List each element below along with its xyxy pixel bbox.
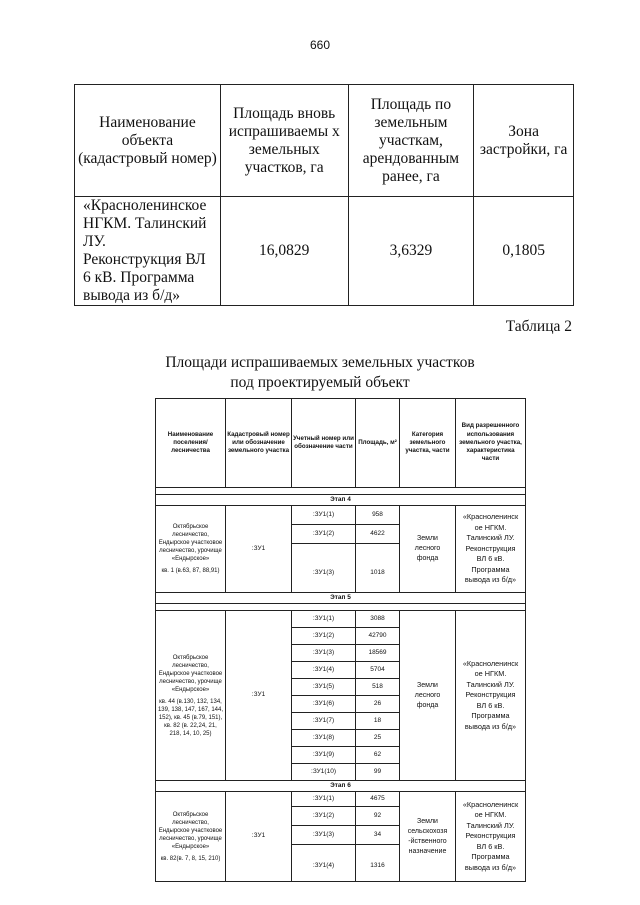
page-number: 660 — [309, 38, 331, 52]
summary-table — [74, 84, 574, 306]
table-row-part: :ЗУ1(8) — [292, 730, 356, 747]
table-row-area: 34 — [356, 826, 400, 845]
table-row-part: :ЗУ1(1) — [292, 792, 356, 807]
table-row-part: :ЗУ1(2) — [292, 628, 356, 645]
table-row-area: 1018 — [356, 544, 400, 593]
summary-header-new-area: Площадь вновь испрашиваемы х земельных участков, га — [220, 85, 348, 197]
header-part: Учетный номер или обозначение части — [292, 399, 356, 488]
stage-6-row — [156, 781, 526, 792]
table-row-part: :ЗУ1(6) — [292, 696, 356, 713]
stage-4-settlement: Октябрьское лесничество, Ендырское участковое лесничество, урочище «Ендырское» кв. 1 (в.63, 87, 88,91) — [156, 506, 226, 593]
summary-header-object: Наименование объекта (кадастровый номер) — [75, 85, 221, 197]
table-row-part: :ЗУ1(4) — [292, 845, 356, 882]
header-area: Площадь, м² — [356, 399, 400, 488]
table-row-area: 3088 — [356, 611, 400, 628]
stage-5-use: «Красноленинск ое НГКМ. Талинский ЛУ. Реконструкция ВЛ 6 кВ. Программа вывода из б/д» — [456, 611, 526, 781]
stage-4-label: Этап 4 — [156, 495, 526, 506]
table-row-area: 18569 — [356, 645, 400, 662]
table-row-part: :ЗУ1(10) — [292, 764, 356, 781]
table-row-area: 1316 — [356, 845, 400, 882]
summary-header-row — [75, 85, 574, 197]
summary-leased-area: 3,6329 — [348, 197, 474, 306]
summary-row — [75, 197, 574, 306]
table-row-part: :ЗУ1(3) — [292, 826, 356, 845]
table-title: Площади испрашиваемых земельных участков под проектируемый объект — [165, 354, 475, 391]
stage-6-settlement: Октябрьское лесничество, Ендырское участковое лесничество, урочище «Ендырское» кв. 82(в. 7, 8, 15, 210) — [156, 792, 226, 882]
table-row-area: 99 — [356, 764, 400, 781]
summary-new-area: 16,0829 — [220, 197, 348, 306]
stage-6-category: Земли сельскохозя -йственного назначение — [400, 792, 456, 882]
header-cadastral: Кадастровый номер или обозначение земельного участка — [226, 399, 292, 488]
table-row-area: 518 — [356, 679, 400, 696]
table-row-area: 42790 — [356, 628, 400, 645]
stage-4-row — [156, 495, 526, 506]
table-row-part: :ЗУ1(9) — [292, 747, 356, 764]
header-use: Вид разрешенного использования земельного участка, характеристика части — [456, 399, 526, 488]
table-row-part: :ЗУ1(2) — [292, 807, 356, 826]
header-settlement: Наименование поселения/ лесничества — [156, 399, 226, 488]
table-row-part: :ЗУ1(2) — [292, 525, 356, 544]
stage-5-category: Земли лесного фонда — [400, 611, 456, 781]
stage-4-cadastral: :ЗУ1 — [226, 506, 292, 593]
stage-4-use: «Красноленинск ое НГКМ. Талинский ЛУ. Реконструкция ВЛ 6 кВ. Программа вывода из б/д» — [456, 506, 526, 593]
table-row-part: :ЗУ1(4) — [292, 662, 356, 679]
table-row-area: 958 — [356, 506, 400, 525]
table-row-area: 25 — [356, 730, 400, 747]
plots-table — [155, 398, 526, 882]
table-row-area: 92 — [356, 807, 400, 826]
stage-6-label: Этап 6 — [156, 781, 526, 792]
stage-4-category: Земли лесного фонда — [400, 506, 456, 593]
table-row-part: :ЗУ1(1) — [292, 611, 356, 628]
table-row-area: 4675 — [356, 792, 400, 807]
table-row-part: :ЗУ1(1) — [292, 506, 356, 525]
table-row-part: :ЗУ1(3) — [292, 645, 356, 662]
table-caption: Таблица 2 — [505, 318, 572, 335]
summary-header-zone: Зона застройки, га — [474, 85, 574, 197]
stage-6-use: «Красноленинск ое НГКМ. Талинский ЛУ. Реконструкция ВЛ 6 кВ. Программа вывода из б/д» — [456, 792, 526, 882]
stage-6-cadastral: :ЗУ1 — [226, 792, 292, 882]
table-row-part: :ЗУ1(3) — [292, 544, 356, 593]
stage-5-label: Этап 5 — [156, 593, 526, 604]
header-category: Категория земельного участка, части — [400, 399, 456, 488]
summary-zone: 0,1805 — [474, 197, 574, 306]
table-row-area: 5704 — [356, 662, 400, 679]
stage-5-settlement: Октябрьское лесничество, Ендырское участковое лесничество, урочище «Ендырское» кв. 44 (в.130, 132, 134, 139, 138, 147, 167, 144, 152), кв. 45 (в.79, 151), кв. 82 (в. 22,24, 21, 218, 14, 10, 25) — [156, 611, 226, 781]
table-row-part: :ЗУ1(5) — [292, 679, 356, 696]
summary-object-name: «Красноленинское НГКМ. Талинский ЛУ. Реконструкция ВЛ 6 кВ. Программа вывода из б/д» — [75, 197, 221, 306]
table-row-area: 4622 — [356, 525, 400, 544]
table-row-area: 26 — [356, 696, 400, 713]
table-row-area: 18 — [356, 713, 400, 730]
plots-header-row — [156, 399, 526, 488]
stage-5-cadastral: :ЗУ1 — [226, 611, 292, 781]
stage-5-row — [156, 593, 526, 604]
table-row-area: 62 — [356, 747, 400, 764]
summary-header-leased-area: Площадь по земельным участкам, арендованным ранее, га — [348, 85, 474, 197]
table-row-part: :ЗУ1(7) — [292, 713, 356, 730]
